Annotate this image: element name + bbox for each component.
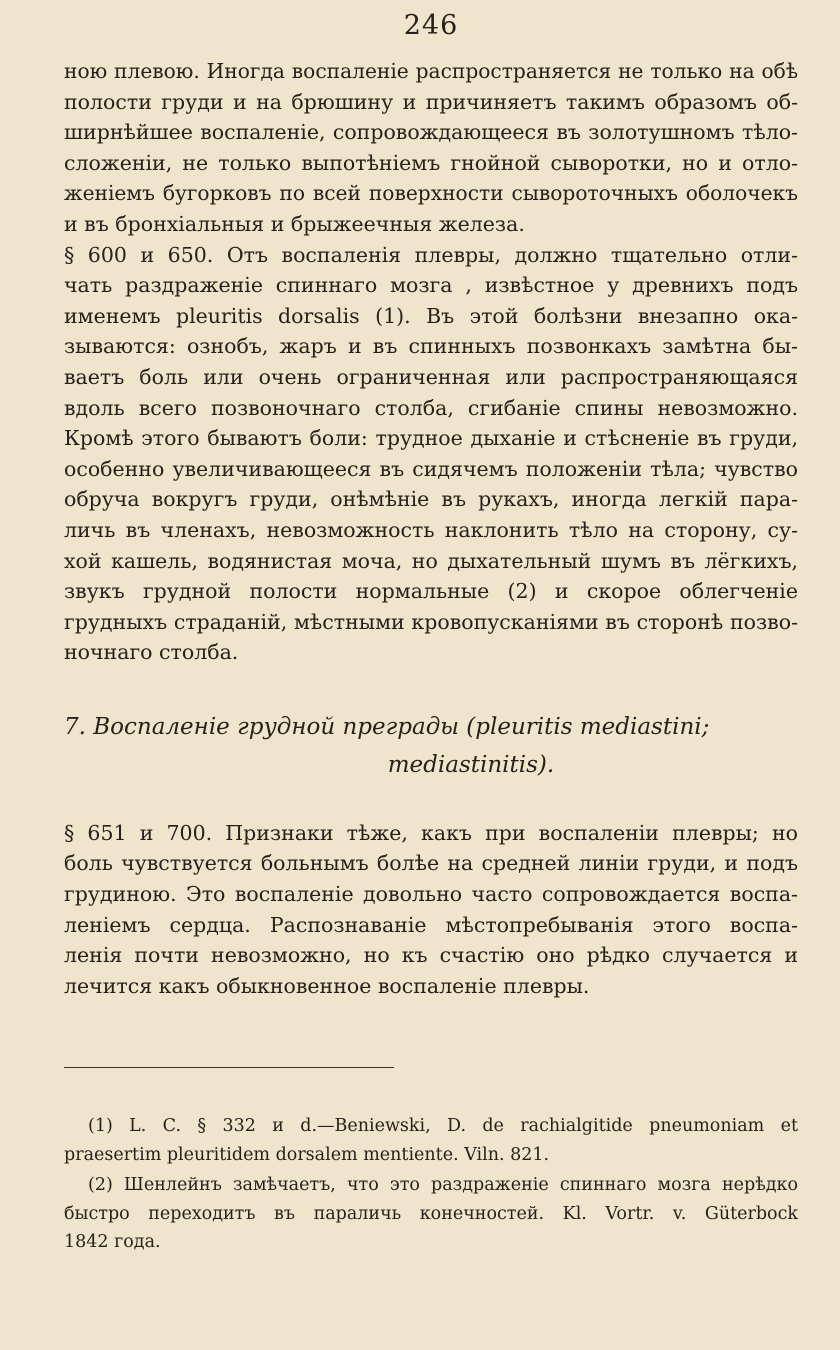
- text-line: боль чувствуется больнымъ болѣе на средней линіи груди, и подъ: [64, 851, 798, 876]
- text-line: вдоль всего позвоночнаго столба, сгибаніе спины невозможно.: [64, 395, 798, 420]
- text-line: обруча вокругъ груди, онѣмѣніе въ рукахъ, иногда легкій пара-: [64, 487, 798, 512]
- paragraph-1: [64, 56, 798, 240]
- text-line: личь въ членахъ, невозможность наклонить тѣло на сторону, су-: [64, 517, 798, 542]
- footnote-line: praesertim pleuritidem dorsalem mentiente. Viln. 821.: [64, 1144, 550, 1165]
- text-line: § 600 и 650. Отъ воспаленія плевры, должно тщательно отли-: [64, 242, 798, 267]
- text-line: грудиною. Это воспаленіе довольно часто сопровождается воспа-: [64, 882, 798, 907]
- footnote-divider: [64, 1067, 394, 1068]
- text-line: § 651 и 700. Признаки тѣже, какъ при воспаленіи плевры; но: [64, 820, 798, 845]
- text-line: ширнѣйшее воспаленіе, сопровождающееся въ золотушномъ тѣло-: [64, 120, 798, 145]
- text-line: чать раздраженіе спиннаго мозга , извѣстное у древнихъ подъ: [64, 273, 798, 298]
- text-line: именемъ pleuritis dorsalis (1). Въ этой болѣзни внезапно ока-: [64, 303, 798, 328]
- text-line: зываются: ознобъ, жаръ и въ спинныхъ позвонкахъ замѣтна бы-: [64, 334, 798, 359]
- footnote-2: [64, 1171, 798, 1257]
- footnote-line: (2) Шенлейнъ замѣчаетъ, что это раздраженіе спиннаго мозга нерѣдко: [88, 1175, 798, 1196]
- main-text: [64, 56, 798, 1001]
- text-line: сложеніи, не только выпотѣніемъ гнойной сыворотки, но и отло-: [64, 150, 798, 175]
- text-line: особенно увеличивающееся въ сидячемъ положеніи тѣла; чувство: [64, 456, 798, 481]
- footnote-1: [64, 1112, 798, 1169]
- paragraph-2: [64, 240, 798, 668]
- text-line: и въ бронхіальныя и брыжеечныя железа.: [64, 211, 525, 236]
- text-line: женіемъ бугорковъ по всей поверхности сывороточныхъ оболочекъ: [64, 181, 798, 206]
- text-line: леніемъ сердца. Распознаваніе мѣстопребыванія этого воспа-: [64, 912, 798, 937]
- page-number: 246: [403, 10, 459, 41]
- text-line: ленія почти невозможно, но къ счастію оно рѣдко случается и: [64, 943, 798, 968]
- footnote-line: быстро переходитъ въ параличь конечностей. Kl. Vortr. v. Güterbock: [64, 1203, 798, 1224]
- text-line: ною плевою. Иногда воспаленіе распространяется не только на обѣ: [64, 59, 798, 83]
- text-line: звукъ грудной полости нормальные (2) и скорое облегченіе: [64, 579, 798, 604]
- footnote-line: 1842 года.: [64, 1232, 161, 1253]
- section-heading: [64, 708, 798, 784]
- text-line: полости груди и на брюшину и причиняетъ такимъ образомъ об-: [64, 89, 798, 114]
- text-line: хой кашель, водянистая моча, но дыхательный шумъ въ лёгкихъ,: [64, 548, 798, 573]
- text-line: ваетъ боль или очень ограниченная или распространяющаяся: [64, 364, 798, 389]
- text-line: грудныхъ страданій, мѣстными кровопусканіями въ сторонѣ позво-: [64, 609, 798, 634]
- paragraph-3: [64, 818, 798, 1002]
- section-heading-line-1: 7. Воспаленіе грудной преграды (pleuritis mediastini;: [64, 713, 710, 740]
- text-line: лечится какъ обыкновенное воспаленіе плевры.: [64, 973, 590, 998]
- section-heading-line-2: mediastinitis).: [387, 751, 555, 778]
- footnotes: [64, 1112, 798, 1257]
- footnote-line: (1) L. C. § 332 и d.—Beniewski, D. de rachialgitide pneumoniam et: [88, 1116, 798, 1137]
- text-line: Кромѣ этого бываютъ боли: трудное дыханіе и стѣсненіе въ груди,: [64, 426, 798, 451]
- text-line: ночнаго столба.: [64, 640, 239, 665]
